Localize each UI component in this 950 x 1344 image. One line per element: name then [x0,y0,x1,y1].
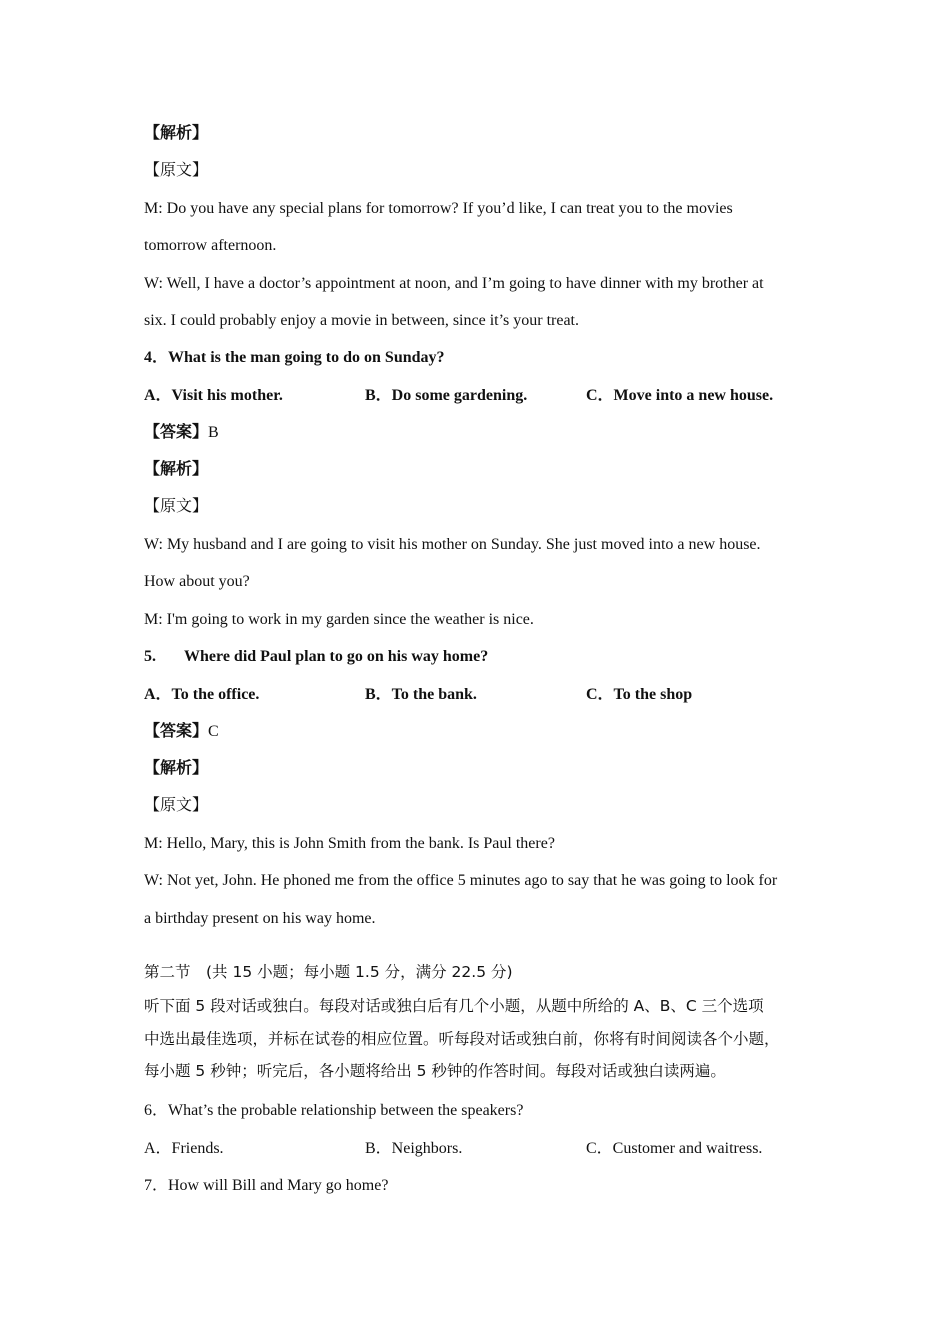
option-c: C．To the shop [586,686,693,703]
answer-row [144,722,219,742]
option-a: A．Visit his mother. [144,387,283,404]
analysis-label: 【解析】 [144,125,209,142]
question-7: 7．How will Bill and Mary go home? [144,1177,389,1194]
transcript-line: M: Hello, Mary, this is John Smith from the bank. Is Paul there? [144,835,555,852]
transcript-line: M: I'm going to work in my garden since the weather is nice. [144,611,534,628]
answer-value: B [208,424,219,441]
transcript-line: tomorrow afternoon. [144,237,277,254]
transcript-line: W: My husband and I are going to visit his mother on Sunday. She just moved into a new house. [144,536,761,553]
analysis-label: 【解析】 [144,461,209,478]
answer-row [144,423,219,443]
instruction-line: 中选出最佳选项，并标在试卷的相应位置。听每段对话或独白前，你将有时间阅读各个小题， [144,1030,780,1048]
transcript-line: W: Well, I have a doctor’s appointment at noon, and I’m going to have dinner with my brother at [144,275,764,292]
option-b: B．To the bank. [365,686,477,703]
question-5: Where did Paul plan to go on his way home? [184,648,489,665]
transcript-line: a birthday present on his way home. [144,910,376,927]
option-c: C．Customer and waitress. [586,1140,763,1157]
analysis-label: 【解析】 [144,760,209,777]
answer-label: 【答案】 [144,723,209,740]
original-label: 【原文】 [144,498,209,515]
original-label: 【原文】 [144,797,209,814]
original-label: 【原文】 [144,162,209,179]
option-b: B．Do some gardening. [365,387,528,404]
instruction-line: 听下面 5 段对话或独白。每段对话或独白后有几个小题，从题中所给的 A、B、C 三个选项 [144,997,764,1015]
transcript-line: W: Not yet, John. He phoned me from the office 5 minutes ago to say that he was going to look for [144,872,778,889]
transcript-line: How about you? [144,573,250,590]
question-6: 6．What’s the probable relationship between the speakers? [144,1102,524,1119]
answer-value: C [208,723,219,740]
option-a: A．Friends. [144,1140,224,1157]
section-heading: 第二节 (共 15 小题；每小题 1.5 分，满分 22.5 分) [144,963,513,981]
option-b: B．Neighbors. [365,1140,463,1157]
question-4: 4．What is the man going to do on Sunday? [144,349,445,366]
instruction-line: 每小题 5 秒钟；听完后，各小题将给出 5 秒钟的作答时间。每段对话或独白读两遍。 [144,1062,726,1080]
transcript-line: six. I could probably enjoy a movie in between, since it’s your treat. [144,312,579,329]
transcript-line: M: Do you have any special plans for tomorrow? If you’d like, I can treat you to the movies [144,200,733,217]
answer-label: 【答案】 [144,424,209,441]
option-a: A．To the office. [144,686,260,703]
question-5-number: 5. [144,648,156,665]
option-c: C．Move into a new house. [586,387,774,404]
